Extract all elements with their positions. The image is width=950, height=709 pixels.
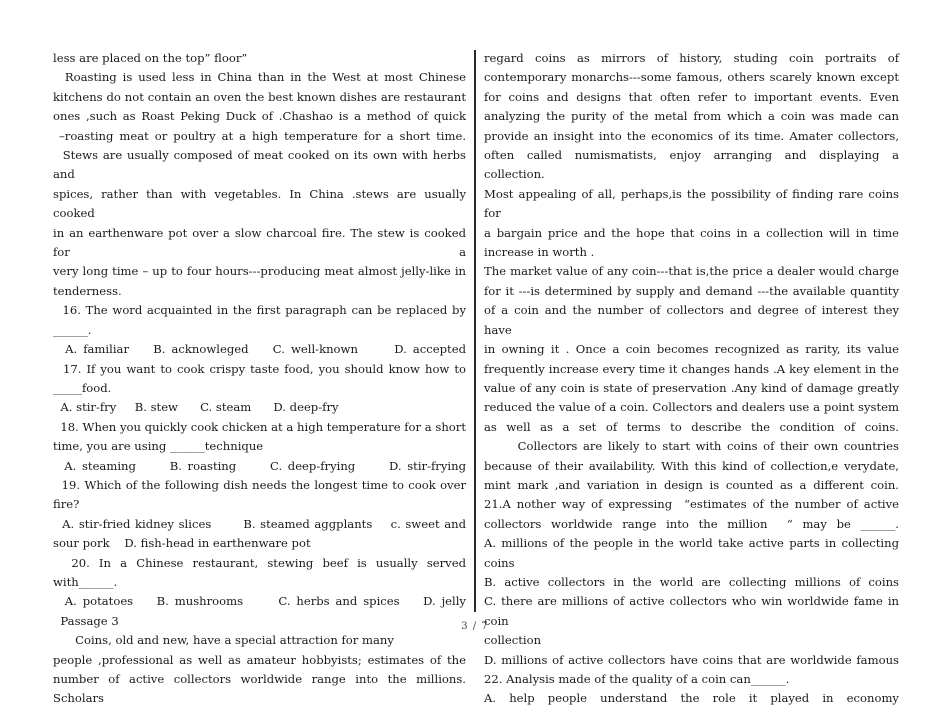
text-line: analyzing the purity of the metal from which a coin was made can	[484, 109, 899, 124]
text-line: provide an insight into the economics of its time. Amater collectors,	[484, 128, 899, 143]
text-line: as well as a set of terms to describe the condition of coins.	[484, 419, 899, 434]
text-line: regard coins as mirrors of history, studing coin portraits of	[484, 51, 899, 65]
text-line: less are placed on the top” floor”	[53, 51, 248, 65]
text-line: of a coin and the number of collectors and degree of interest they have	[484, 303, 903, 337]
text-line: –roasting meat or poultry at a high temperature for a short time.	[53, 128, 466, 143]
text-line: ones ,such as Roast Peking Duck of .Chashao is a method of quick	[53, 109, 466, 124]
text-line: number of active collectors worldwide range into the millions. Scholars	[53, 672, 470, 706]
text-line: 21.A nother way of expressing “estimates of the number of active	[484, 497, 899, 512]
text-line: collectors worldwide range into the million “ may be ______.	[484, 516, 899, 531]
text-line: A. familiar B. acknowleged C. well-known D. accepted	[53, 342, 466, 357]
text-line: Coins, old and new, have a special attraction for many	[53, 633, 394, 648]
text-line: because of their availability. With this kind of collection,e verydate,	[484, 458, 899, 473]
text-line: D. millions of active collectors have coins that are worldwide famous	[484, 652, 899, 667]
text-line: 17. If you want to cook crispy taste food, you should know how to	[53, 361, 466, 376]
text-line: often called numismatists, enjoy arranging and displaying a collection.	[484, 148, 903, 182]
text-line: very long time – up to four hours---producing meat almost jelly-like in	[53, 264, 466, 279]
text-line: reduced the value of a coin. Collectors and dealers use a point system	[484, 400, 899, 415]
text-line: for coins and designs that often refer to important events. Even	[484, 89, 899, 104]
text-line: _____food.	[53, 380, 112, 395]
text-line: Most appealing of all, perhaps,is the possibility of finding rare coins for	[484, 186, 903, 221]
text-line: Passage 3	[53, 613, 119, 628]
text-line: Collectors are likely to start with coins of their own countries	[484, 439, 899, 454]
text-line: Roasting is used less in China than in the West at most Chinese	[53, 70, 467, 85]
text-line: frequently increase every time it changes hands .A key element in the	[484, 361, 899, 376]
text-line: A. stir-fried kidney slices B. steamed aggplants c. sweet and	[53, 516, 466, 531]
text-line: spices, rather than with vegetables. In China .stews are usually cooked	[53, 186, 470, 221]
column-divider	[474, 50, 476, 612]
text-line: 16. The word acquainted in the first paragraph can be replaced by	[53, 303, 466, 318]
text-line: mint mark ,and variation in design is counted as a different coin.	[484, 477, 899, 492]
text-line: kitchens do not contain an oven the best known dishes are restaurant	[53, 89, 466, 104]
text-line: fire?	[53, 497, 80, 512]
left-column	[53, 49, 470, 709]
text-line: value of any coin is state of preservation .Any kind of damage greatly	[484, 380, 899, 395]
text-line: 20. In a Chinese restaurant, stewing beef is usually served with______.	[53, 555, 470, 589]
text-line: for it ---is determined by supply and demand ---the available quantity	[484, 283, 899, 298]
text-line: A. steaming B. roasting C. deep-frying D. stir-frying	[53, 458, 466, 473]
text-line: 19. Which of the following dish needs the longest time to cook over	[53, 477, 466, 492]
text-line: in owning it . Once a coin becomes recognized as rarity, its value	[484, 342, 899, 357]
text-line: C. there are millions of active collectors who win worldwide fame in coin	[484, 594, 903, 628]
text-line: A. millions of the people in the world take active parts in collecting coins	[484, 536, 903, 570]
text-line: increase in worth .	[484, 245, 595, 260]
text-line: tenderness.	[53, 283, 122, 298]
text-line: 22. Analysis made of the quality of a coin can______.	[484, 672, 790, 686]
text-line: B. active collectors in the world are collecting millions of coins	[484, 574, 899, 589]
text-line: 18. When you quickly cook chicken at a high temperature for a short	[53, 419, 466, 434]
page-number: 3 / 7	[461, 621, 489, 632]
text-line: A. stir-fry B. stew C. steam D. deep-fry	[53, 400, 339, 415]
text-line: contemporary monarchs---some famous, others scarely known except	[484, 70, 899, 85]
text-line: people ,professional as well as amateur hobbyists; estimates of the	[53, 652, 466, 667]
text-line: sour pork D. fish-head in earthenware pot	[53, 536, 311, 551]
text-line: A. help people understand the role it played in economy	[484, 691, 899, 706]
text-line: ______.	[53, 322, 92, 337]
right-column	[484, 49, 903, 709]
text-line: collection	[484, 633, 542, 648]
text-line: A. potatoes B. mushrooms C. herbs and spices D. jelly	[53, 594, 466, 609]
text-line: a bargain price and the hope that coins in a collection will in time	[484, 225, 899, 240]
text-line: time, you are using ______technique	[53, 439, 264, 454]
text-line: in an earthenware pot over a slow charcoal fire. The stew is cooked for a	[53, 225, 470, 260]
text-line: Stews are usually composed of meat cooked on its own with herbs and	[53, 148, 470, 182]
text-line: The market value of any coin---that is,the price a dealer would charge	[484, 264, 899, 279]
